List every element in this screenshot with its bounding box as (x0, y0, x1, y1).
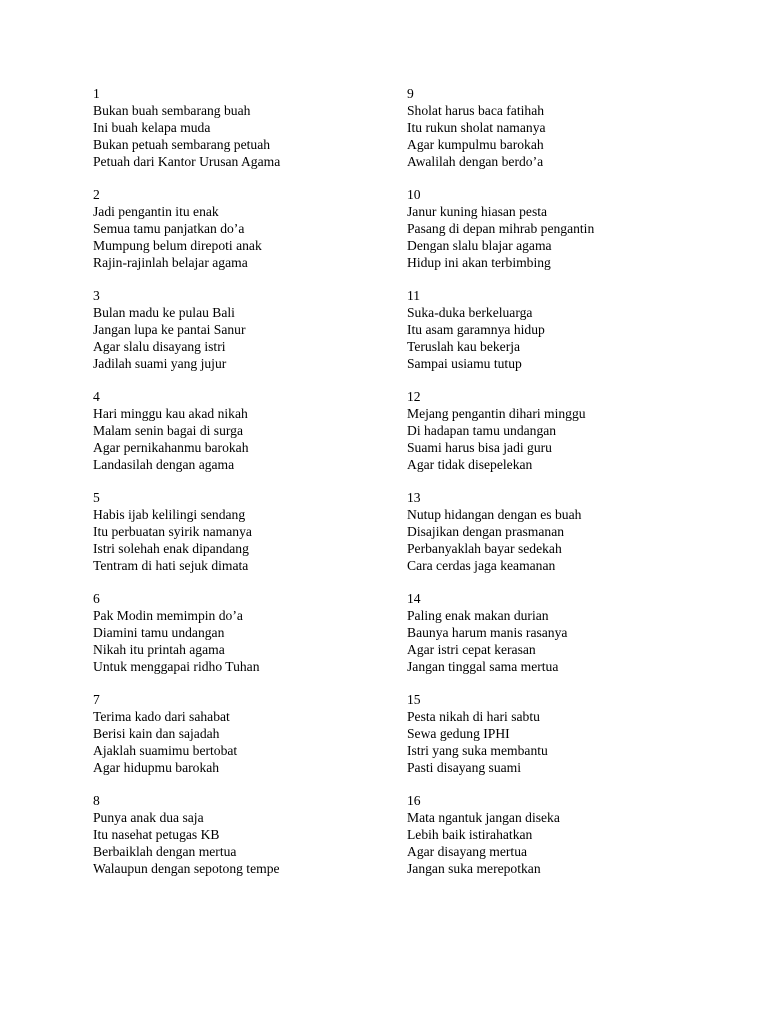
stanza-line: Paling enak makan durian (407, 607, 549, 623)
stanza-line: Disajikan dengan prasmanan (407, 523, 565, 539)
stanza-line: Sampai usiamu tutup (407, 355, 522, 371)
stanza-number: 4 (93, 389, 100, 404)
stanza-line: Itu rukun sholat namanya (407, 119, 546, 135)
stanza-line: Sewa gedung IPHI (407, 725, 510, 741)
stanza-line: Itu nasehat petugas KB (93, 826, 220, 842)
stanza-number: 15 (407, 692, 421, 707)
stanza-line: Suami harus bisa jadi guru (407, 439, 552, 455)
stanza-line: Agar istri cepat kerasan (407, 641, 536, 657)
stanza (407, 86, 747, 187)
stanza (407, 187, 747, 288)
stanza-line: Di hadapan tamu undangan (407, 422, 557, 438)
stanza-line: Mejang pengantin dihari minggu (407, 405, 586, 421)
stanza-line: Jangan lupa ke pantai Sanur (93, 321, 246, 337)
stanza-line: Lebih baik istirahatkan (407, 826, 533, 842)
stanza-line: Bukan buah sembarang buah (93, 102, 251, 118)
stanza-line: Agar kumpulmu barokah (407, 136, 544, 152)
stanza-line: Teruslah kau bekerja (407, 338, 521, 354)
stanza (407, 591, 747, 692)
stanza-number: 8 (93, 793, 100, 808)
stanza-line: Agar disayang mertua (407, 843, 528, 859)
stanza-line: Istri yang suka membantu (407, 742, 548, 758)
stanza-line: Dengan slalu blajar agama (407, 237, 552, 253)
stanza-line: Rajin-rajinlah belajar agama (93, 254, 248, 270)
stanza-line: Terima kado dari sahabat (93, 708, 230, 724)
stanza-line: Suka-duka berkeluarga (407, 304, 533, 320)
stanza-line: Pesta nikah di hari sabtu (407, 708, 540, 724)
stanza-number: 11 (407, 288, 421, 303)
stanza-line: Istri solehah enak dipandang (93, 540, 249, 556)
stanza (407, 389, 747, 490)
stanza-line: Nutup hidangan dengan es buah (407, 506, 582, 522)
stanza-number: 10 (407, 187, 421, 202)
stanza-line: Mata ngantuk jangan diseka (407, 809, 560, 825)
stanza-line: Berisi kain dan sajadah (93, 725, 220, 741)
stanza (407, 793, 747, 894)
stanza-number: 12 (407, 389, 421, 404)
stanza-line: Bulan madu ke pulau Bali (93, 304, 235, 320)
stanza-number: 3 (93, 288, 100, 303)
stanza-number: 13 (407, 490, 421, 505)
stanza-line: Agar tidak disepelekan (407, 456, 533, 472)
stanza-line: Agar slalu disayang istri (93, 338, 226, 354)
stanza-line: Jadi pengantin itu enak (93, 203, 219, 219)
stanza-line: Janur kuning hiasan pesta (407, 203, 548, 219)
stanza-line: Pasti disayang suami (407, 759, 522, 775)
stanza-line: Jadilah suami yang jujur (93, 355, 227, 371)
stanza-line: Tentram di hati sejuk dimata (93, 557, 249, 573)
stanza-line: Nikah itu printah agama (93, 641, 225, 657)
stanza-line: Bukan petuah sembarang petuah (93, 136, 271, 152)
stanza-line: Semua tamu panjatkan do’a (93, 220, 245, 236)
stanza-line: Habis ijab kelilingi sendang (93, 506, 246, 522)
stanza-line: Landasilah dengan agama (93, 456, 235, 472)
stanza-line: Punya anak dua saja (93, 809, 204, 825)
stanza-line: Hari minggu kau akad nikah (93, 405, 248, 421)
stanza-line: Itu asam garamnya hidup (407, 321, 545, 337)
stanza-number: 1 (93, 86, 100, 101)
stanza-line: Itu perbuatan syirik namanya (93, 523, 252, 539)
stanza (93, 793, 433, 894)
stanza-line: Jangan tinggal sama mertua (407, 658, 559, 674)
stanza-line: Agar pernikahanmu barokah (93, 439, 249, 455)
stanza-line: Jangan suka merepotkan (407, 860, 541, 876)
stanza (93, 591, 433, 692)
stanza-line: Malam senin bagai di surga (93, 422, 244, 438)
stanza (407, 288, 747, 389)
stanza-number: 5 (93, 490, 100, 505)
stanza-line: Hidup ini akan terbimbing (407, 254, 551, 270)
stanza-line: Baunya harum manis rasanya (407, 624, 568, 640)
stanza-number: 6 (93, 591, 100, 606)
stanza-line: Untuk menggapai ridho Tuhan (93, 658, 260, 674)
stanza-line: Perbanyaklah bayar sedekah (407, 540, 562, 556)
stanza-number: 9 (407, 86, 414, 101)
stanza (407, 490, 747, 591)
stanza (93, 187, 433, 288)
stanza (93, 389, 433, 490)
stanza-line: Pasang di depan mihrab pengantin (407, 220, 595, 236)
stanza-line: Petuah dari Kantor Urusan Agama (93, 153, 281, 169)
stanza-line: Sholat harus baca fatihah (407, 102, 545, 118)
stanza-line: Diamini tamu undangan (93, 624, 225, 640)
stanza-line: Berbaiklah dengan mertua (93, 843, 237, 859)
stanza-line: Agar hidupmu barokah (93, 759, 220, 775)
stanza (93, 86, 433, 187)
stanza (407, 692, 747, 793)
stanza-line: Pak Modin memimpin do’a (93, 607, 243, 623)
stanza-number: 16 (407, 793, 421, 808)
stanza-line: Cara cerdas jaga keamanan (407, 557, 556, 573)
stanza-number: 2 (93, 187, 100, 202)
stanza (93, 692, 433, 793)
left-column (93, 86, 433, 894)
stanza-line: Walaupun dengan sepotong tempe (93, 860, 280, 876)
stanza (93, 490, 433, 591)
right-column (407, 86, 747, 894)
stanza-number: 7 (93, 692, 100, 707)
stanza (93, 288, 433, 389)
stanza-line: Ajaklah suamimu bertobat (93, 742, 238, 758)
stanza-number: 14 (407, 591, 421, 606)
stanza-line: Mumpung belum direpoti anak (93, 237, 262, 253)
stanza-line: Ini buah kelapa muda (93, 119, 211, 135)
stanza-line: Awalilah dengan berdo’a (407, 153, 544, 169)
